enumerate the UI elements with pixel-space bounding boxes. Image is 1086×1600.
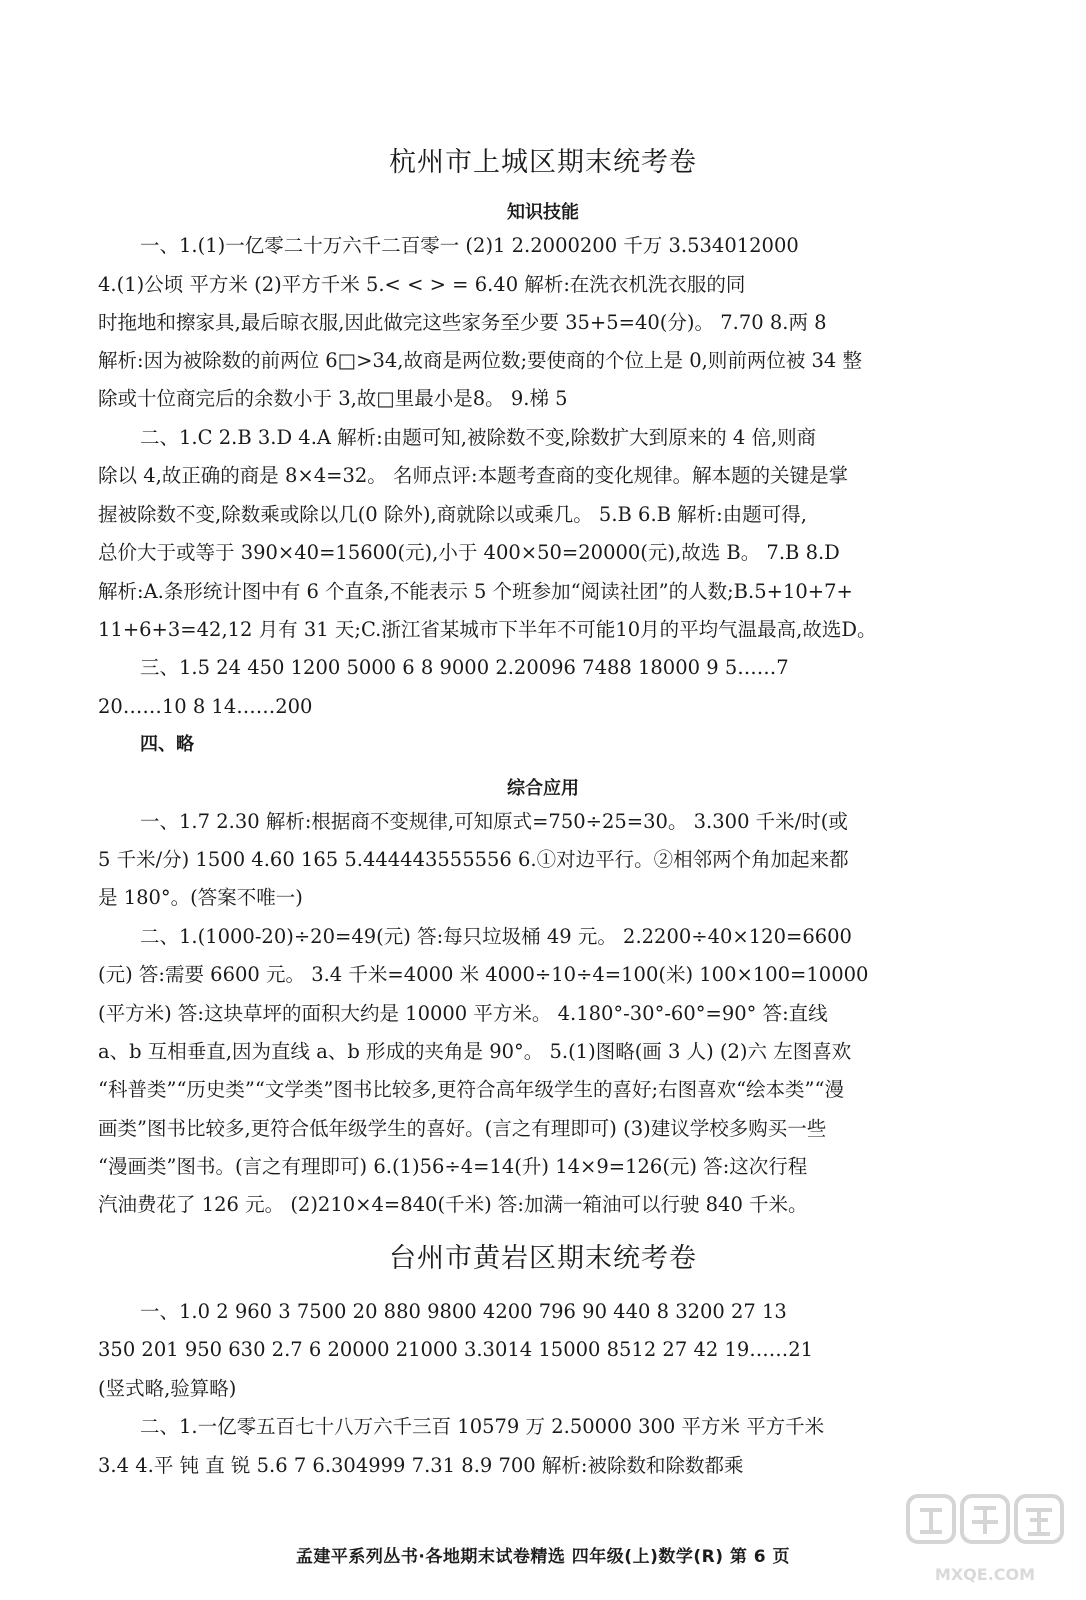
watermark-logo bbox=[900, 1488, 1070, 1588]
answer-line: 11+6+3=42,12 月有 31 天;C.浙江省某城市下半年不可能10月的平均气温最高,故选D。 bbox=[98, 618, 877, 641]
page-footer: 孟建平系列丛书·各地期末试卷精选 四年级(上)数学(R) 第 6 页 bbox=[295, 1547, 791, 1567]
answer-line: 握被除数不变,除数乘或除以几(0 除外),商就除以或乘几。 5.B 6.B 解析:由题可得, bbox=[98, 503, 807, 526]
answer-line: 是 180°。(答案不唯一) bbox=[98, 886, 303, 909]
answer-line: 20……10 8 14……200 bbox=[98, 695, 313, 718]
watermark-badge-icon bbox=[900, 1488, 1070, 1568]
watermark-text: MXQE.COM bbox=[934, 1565, 1036, 1584]
answer-line: 除以 4,故正确的商是 8×4=32。 名师点评:本题考查商的变化规律。解本题的关键是掌 bbox=[98, 464, 849, 487]
answer-line: 二、1.(1000-20)÷20=49(元) 答:每只垃圾桶 49 元。 2.2200÷40×120=6600 bbox=[140, 925, 852, 948]
answer-line: 二、1.C 2.B 3.D 4.A 解析:由题可知,被除数不变,除数扩大到原来的 4 倍,则商 bbox=[140, 426, 817, 449]
answer-line: 画类”图书比较多,更符合低年级学生的喜好。(言之有理即可) (3)建议学校多购买一些 bbox=[98, 1117, 827, 1140]
answer-line: a、b 互相垂直,因为直线 a、b 形成的夹角是 90°。 5.(1)图略(画 3 人) (2)六 左图喜欢 bbox=[98, 1040, 852, 1063]
exam-title-hangzhou: 杭州市上城区期末统考卷 bbox=[389, 147, 697, 178]
answer-line: (元) 答:需要 6600 元。 3.4 千米=4000 米 4000÷10÷4=100(米) 100×100=10000 bbox=[98, 963, 869, 986]
section-heading-knowledge-skills: 知识技能 bbox=[507, 202, 579, 223]
answer-line: “漫画类”图书。(言之有理即可) 6.(1)56÷4=14(升) 14×9=126(元) 答:这次行程 bbox=[98, 1155, 808, 1178]
answer-line: “科普类”“历史类”“文学类”图书比较多,更符合高年级学生的喜好;右图喜欢“绘本类”“漫 bbox=[98, 1078, 844, 1101]
answer-line: (竖式略,验算略) bbox=[98, 1377, 237, 1400]
answer-line: 四、略 bbox=[140, 734, 194, 755]
answer-line: 三、1.5 24 450 1200 5000 6 8 9000 2.20096 7488 18000 9 5……7 bbox=[140, 656, 789, 679]
answer-line: 汽油费花了 126 元。 (2)210×4=840(千米) 答:加满一箱油可以行驶 840 千米。 bbox=[98, 1193, 808, 1216]
section-heading-applications: 综合应用 bbox=[507, 778, 579, 799]
exam-title-taizhou: 台州市黄岩区期末统考卷 bbox=[389, 1243, 697, 1274]
answer-line: 除或十位商完后的余数小于 3,故□里最小是8。 9.梯 5 bbox=[98, 387, 568, 410]
answer-line: 一、1.0 2 960 3 7500 20 880 9800 4200 796 90 440 8 3200 27 13 bbox=[140, 1300, 787, 1323]
answer-line: 解析:因为被除数的前两位 6□>34,故商是两位数;要使商的个位上是 0,则前两位被 34 整 bbox=[98, 349, 863, 372]
answer-line: (平方米) 答:这块草坪的面积大约是 10000 平方米。 4.180°-30°-60°=90° 答:直线 bbox=[98, 1002, 828, 1025]
answer-line: 5 千米/分) 1500 4.60 165 5.444443555556 6.①对边平行。②相邻两个角加起来都 bbox=[98, 848, 849, 871]
answer-line: 350 201 950 630 2.7 6 20000 21000 3.3014 15000 8512 27 42 19……21 bbox=[98, 1338, 814, 1361]
answer-line: 4.(1)公顷 平方米 (2)平方千米 5.< < > = 6.40 解析:在洗衣机洗衣服的同 bbox=[98, 273, 746, 296]
answer-line: 二、1.一亿零五百七十八万六千三百 10579 万 2.50000 300 平方米 平方千米 bbox=[140, 1415, 825, 1438]
answer-line: 一、1.7 2.30 解析:根据商不变规律,可知原式=750÷25=30。 3.300 千米/时(或 bbox=[140, 810, 848, 833]
answer-line: 解析:A.条形统计图中有 6 个直条,不能表示 5 个班参加“阅读社团”的人数;B.5+10+7+ bbox=[98, 580, 853, 603]
answer-line: 时拖地和擦家具,最后晾衣服,因此做完这些家务至少要 35+5=40(分)。 7.70 8.两 8 bbox=[98, 311, 827, 334]
answer-line: 一、1.(1)一亿零二十万六千二百零一 (2)1 2.2000200 千万 3.534012000 bbox=[140, 234, 799, 257]
answer-line: 总价大于或等于 390×40=15600(元),小于 400×50=20000(元),故选 B。 7.B 8.D bbox=[98, 541, 840, 564]
answer-line: 3.4 4.平 钝 直 锐 5.6 7 6.304999 7.31 8.9 700 解析:被除数和除数都乘 bbox=[98, 1454, 744, 1477]
